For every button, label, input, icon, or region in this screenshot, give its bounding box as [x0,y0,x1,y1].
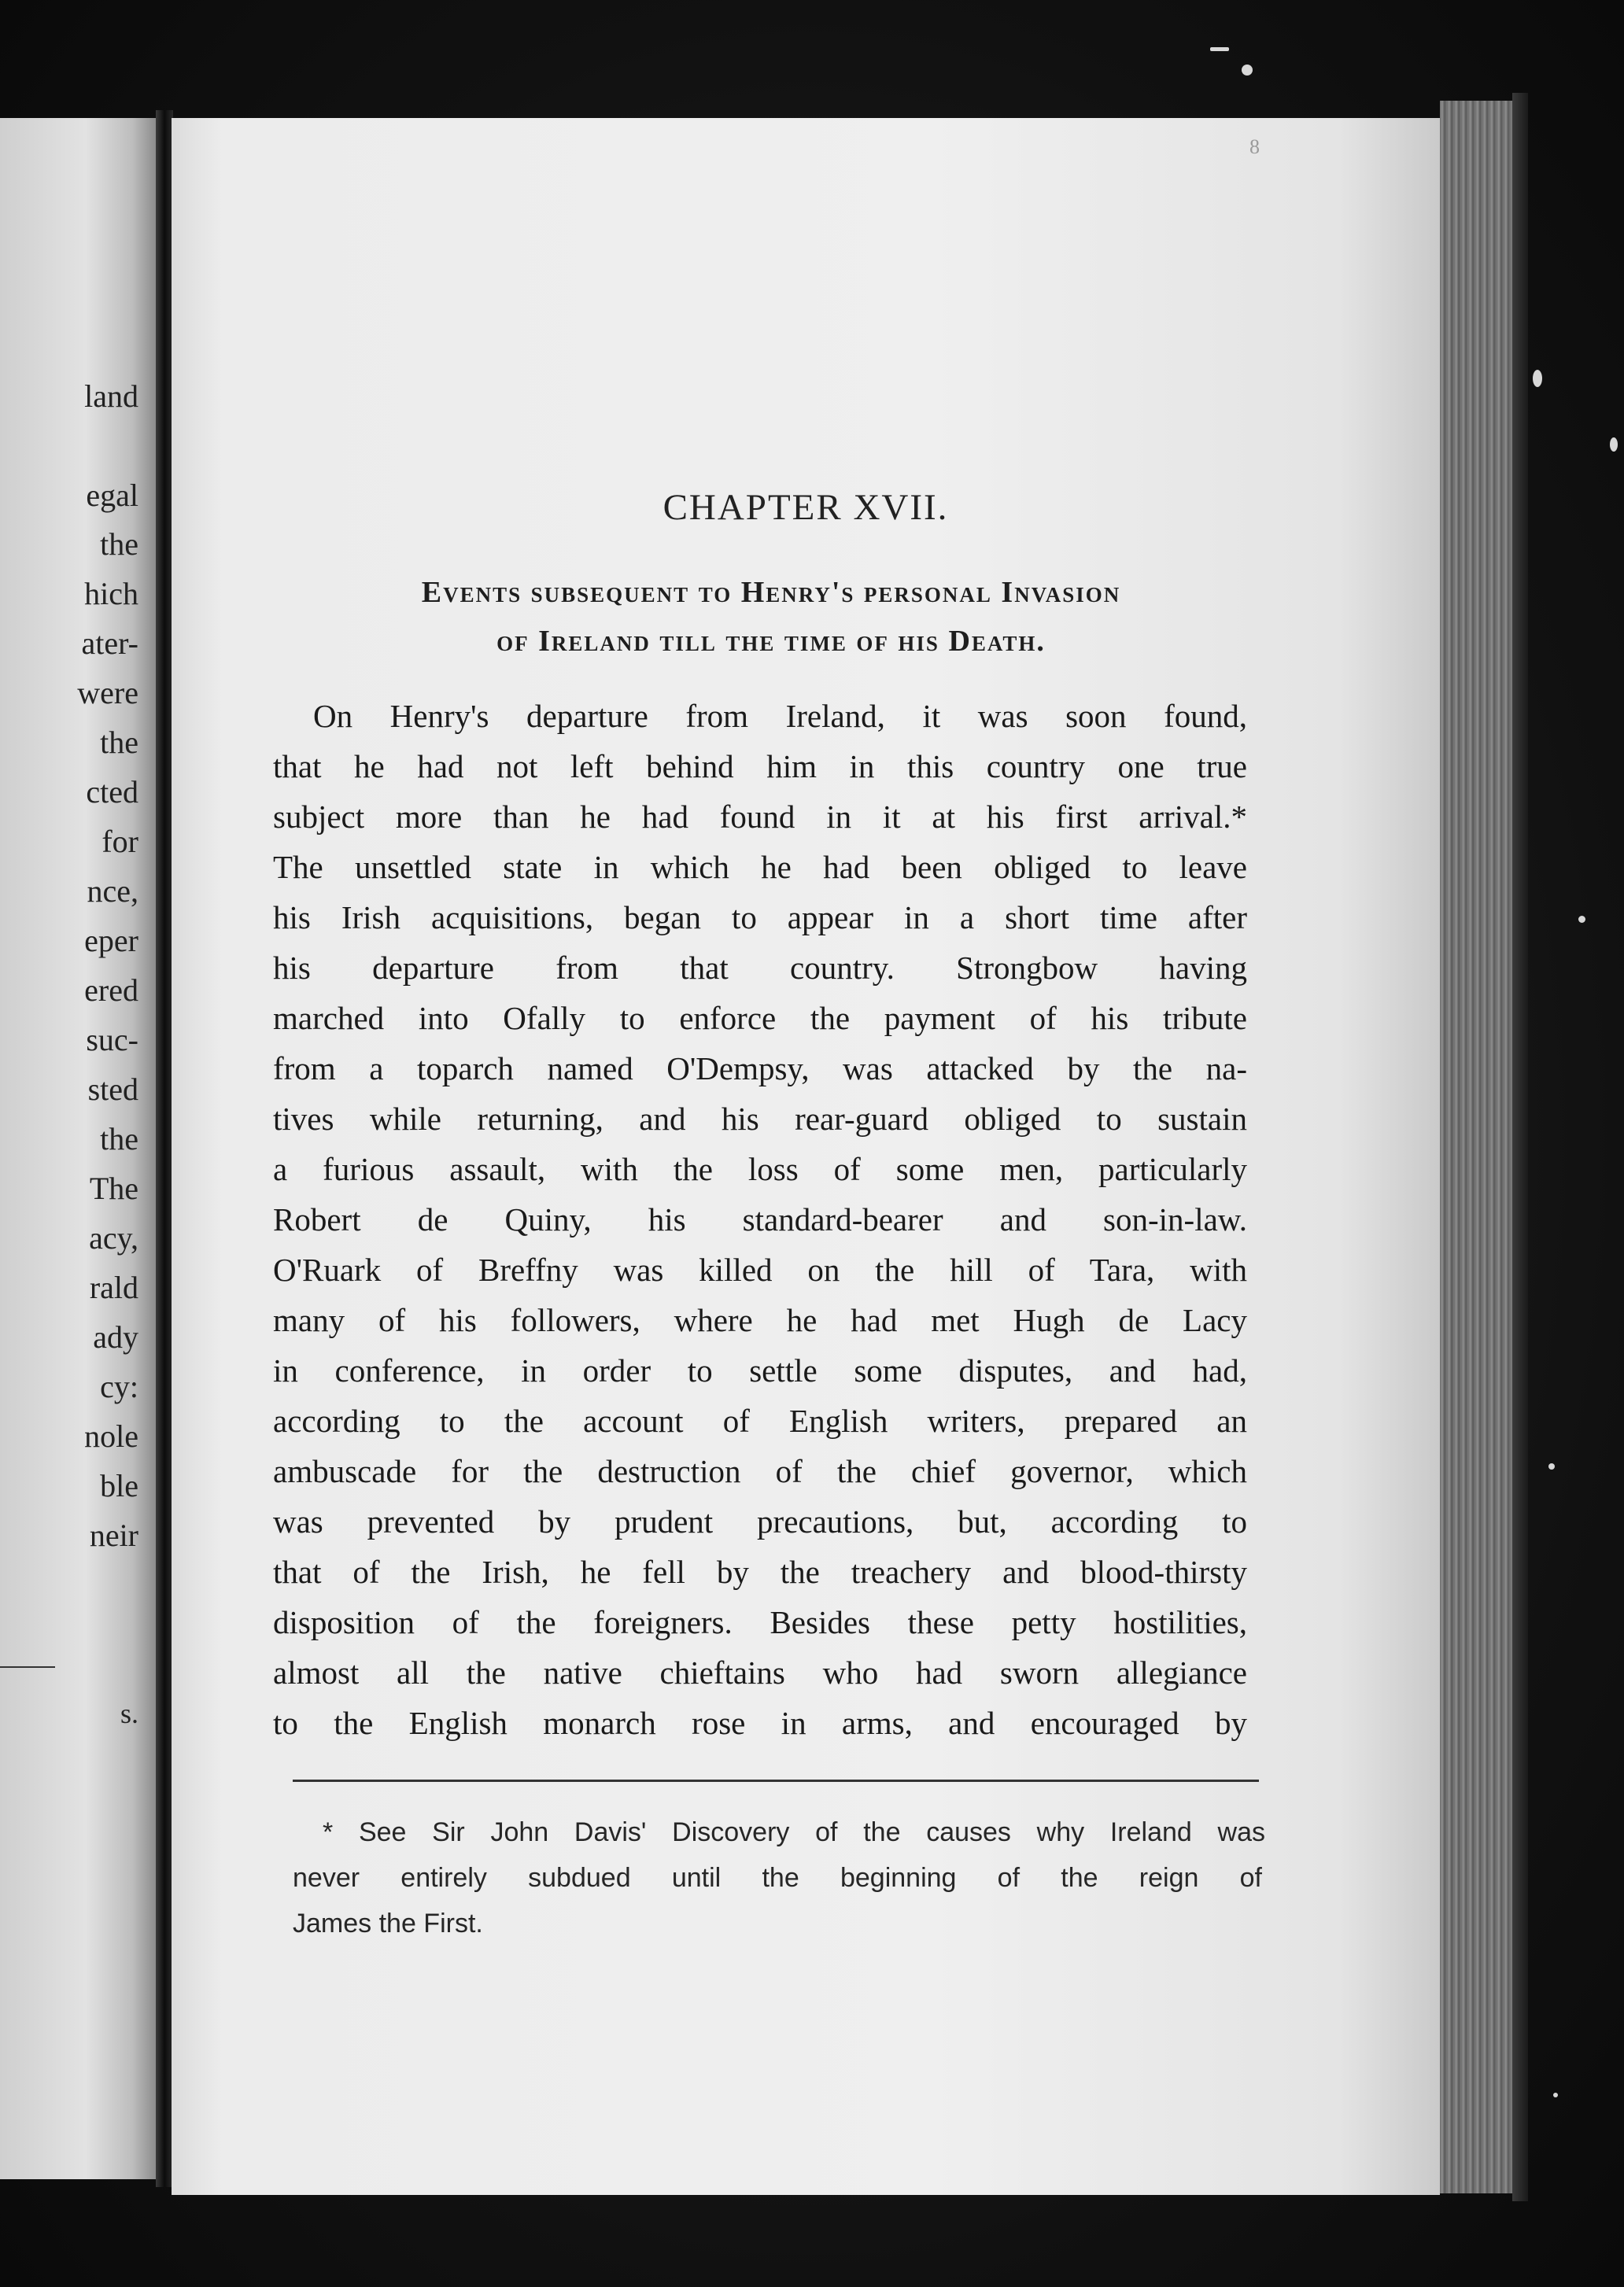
body-line: his departure from that country. Strongbow having [273,950,1247,986]
dust-speck [1548,1463,1555,1470]
previous-page-line: acy, [89,1220,138,1256]
page-edges [1440,101,1512,2193]
previous-page-line: egal [86,478,138,513]
body-line: On Henry's departure from Ireland, it was soon found, [313,698,1247,734]
body-line: Robert de Quiny, his standard-bearer and son-in-law. [273,1201,1247,1238]
footnote-rule [293,1780,1259,1782]
page-mark: 8 [1249,135,1260,158]
previous-page-line: rald [89,1270,138,1305]
previous-page-line: cy: [100,1369,138,1404]
previous-page-line: hich [84,576,138,611]
dust-speck [1210,47,1229,51]
body-line: The unsettled state in which he had been obliged to leave [273,849,1247,885]
footnote-line: never entirely subdued until the beginning of the reign of [293,1863,1262,1893]
previous-page-line: the [100,526,138,562]
previous-page-line: cted [86,774,138,810]
dust-speck [1610,437,1618,452]
body-line: to the English monarch rose in arms, and encouraged by [273,1705,1247,1741]
chapter-subtitle-line: of Ireland till the time of his Death. [496,625,1046,658]
previous-page-footnote-rule [0,1666,55,1668]
body-line: subject more than he had found in it at his first arrival.* [273,799,1247,835]
body-line: in conference, in order to settle some disputes, and had, [273,1352,1247,1389]
body-line: was prevented by prudent precautions, but, according to [273,1503,1247,1540]
dust-speck [1242,65,1253,76]
body-line: ambuscade for the destruction of the chief governor, which [273,1453,1247,1489]
body-line: that he had not left behind him in this country one true [273,748,1247,784]
footnote-line: * See Sir John Davis' Discovery of the causes why Ireland was [323,1817,1265,1847]
body-line: almost all the native chieftains who had sworn allegiance [273,1654,1247,1691]
previous-page-line: the [100,725,138,760]
previous-page [0,118,156,2179]
dust-speck [1533,370,1542,387]
footnote-line: James the First. [293,1909,483,1938]
dust-speck [1578,916,1585,923]
chapter-title: CHAPTER XVII. [663,487,949,528]
previous-page-line: were [77,675,138,710]
previous-page-line: land [84,378,138,414]
previous-page-line: s. [120,1698,138,1729]
previous-page-line: The [89,1171,138,1206]
body-line: disposition of the foreigners. Besides these petty hostilities, [273,1604,1247,1640]
chapter-subtitle-line: Events subsequent to Henry's personal Invasion [421,576,1121,609]
body-line: that of the Irish, he fell by the treachery and blood-thirsty [273,1554,1247,1590]
body-line: his Irish acquisitions, began to appear in a short time after [273,899,1247,935]
previous-page-line: sted [87,1072,138,1107]
previous-page-line: nce, [87,873,138,909]
body-line: a furious assault, with the loss of some men, particularly [273,1151,1247,1187]
previous-page-line: neir [89,1518,138,1553]
previous-page-line: the [100,1121,138,1156]
body-line: according to the account of English writers, prepared an [273,1403,1247,1439]
previous-page-line: suc- [86,1022,138,1057]
book-cover-edge [1512,93,1528,2201]
body-line: from a toparch named O'Dempsy, was attacked by the na- [273,1050,1247,1086]
previous-page-line: ater- [81,625,138,661]
body-line: O'Ruark of Breffny was killed on the hill of Tara, with [273,1252,1247,1288]
book-gutter [156,110,173,2187]
previous-page-line: nole [84,1418,138,1454]
previous-page-line: ady [93,1319,138,1355]
dust-speck [1553,2093,1558,2097]
previous-page-line: eper [84,923,138,958]
previous-page-line: for [102,824,138,859]
body-line: tives while returning, and his rear-guard obliged to sustain [273,1101,1247,1137]
previous-page-line: ered [84,972,138,1008]
body-line: many of his followers, where he had met Hugh de Lacy [273,1302,1247,1338]
previous-page-line: ble [100,1468,138,1503]
body-line: marched into Ofally to enforce the payment of his tribute [273,1000,1247,1036]
